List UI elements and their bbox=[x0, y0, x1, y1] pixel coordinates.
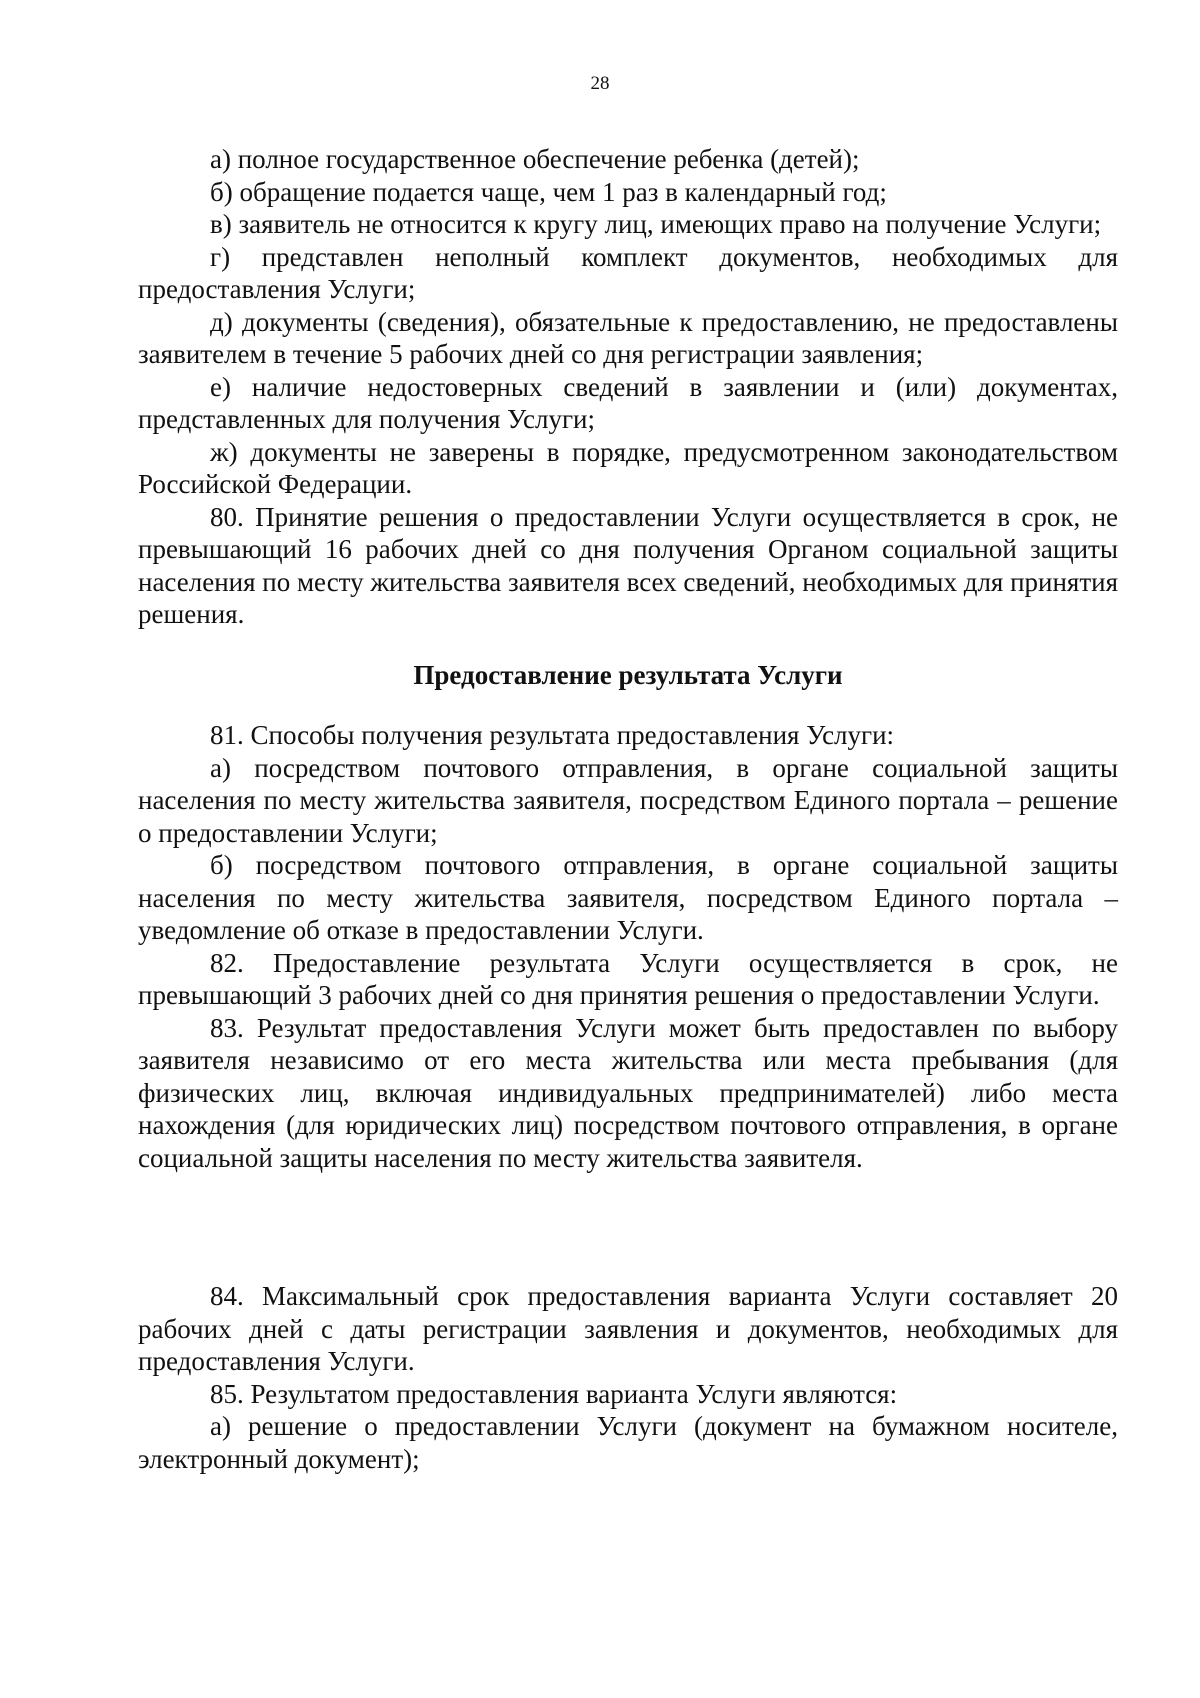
paragraph-80: 80. Принятие решения о предоставлении Услуги осуществляется в срок, не превышающий 16 рабочих дней со дня получения Органом социальной защиты населения по месту жительства заявителя всех сведений, необходимых для принятия решения. bbox=[138, 501, 1119, 629]
list-item-b: б) обращение подается чаще, чем 1 раз в календарный год; bbox=[210, 176, 887, 207]
list-item-d: д) документы (сведения), обязательные к предоставлению, не предоставлены заявителем в течение 5 рабочих дней со дня регистрации заявления; bbox=[138, 306, 1118, 369]
list-item-a: а) полное государственное обеспечение ребенка (детей); bbox=[210, 144, 860, 174]
paragraph-84: 84. Максимальный срок предоставления варианта Услуги составляет 20 рабочих дней с даты регистрации заявления и документов, необходимых для предоставления Услуги. bbox=[138, 1281, 1118, 1376]
list-item-zh: ж) документы не заверены в порядке, предусмотренном законодательством Российской Федерации. bbox=[138, 436, 1118, 499]
paragraph-81-item-b: б) посредством почтового отправления, в органе социальной защиты населения по месту жительства заявителя, посредством Единого портала – уведомление об отказе в предоставлении Услуги. bbox=[138, 850, 1118, 945]
paragraph-82: 82. Предоставление результата Услуги осуществляется в срок, не превышающий 3 рабочих дней со дня принятия решения о предоставлении Услуги. bbox=[138, 947, 1118, 1010]
list-item-e: е) наличие недостоверных сведений в заявлении и (или) документах, представленных для получения Услуги; bbox=[138, 371, 1118, 434]
page-number: 28 bbox=[590, 73, 610, 94]
paragraph-81-item-a: а) посредством почтового отправления, в органе социальной защиты населения по месту жительства заявителя, посредством Единого портала – решение о предоставлении Услуги; bbox=[138, 752, 1118, 848]
paragraph-81: 81. Способы получения результата предоставления Услуги: bbox=[210, 720, 895, 750]
section-heading: Предоставление результата Услуги bbox=[413, 659, 843, 690]
paragraph-85-item-a: а) решение о предоставлении Услуги (документ на бумажном носителе, электронный документ); bbox=[138, 1411, 1118, 1474]
document-body bbox=[138, 143, 1118, 1475]
blank-space bbox=[138, 1174, 1118, 1280]
list-item-v: в) заявитель не относится к кругу лиц, имеющих право на получение Услуги; bbox=[210, 209, 1102, 239]
paragraph-85: 85. Результатом предоставления варианта Услуги являются: bbox=[210, 1378, 898, 1409]
list-item-g: г) представлен неполный комплект документов, необходимых для предоставления Услуги; bbox=[138, 241, 1118, 304]
paragraph-83: 83. Результат предоставления Услуги может быть предоставлен по выбору заявителя независимо от его места жительства или места пребывания (для физических лиц, включая индивидуальных предпринимателей) либо места нахождения (для юридических лиц) посредством почтового отправления, в органе социальной защиты населения по месту жительства заявителя. bbox=[138, 1012, 1118, 1173]
